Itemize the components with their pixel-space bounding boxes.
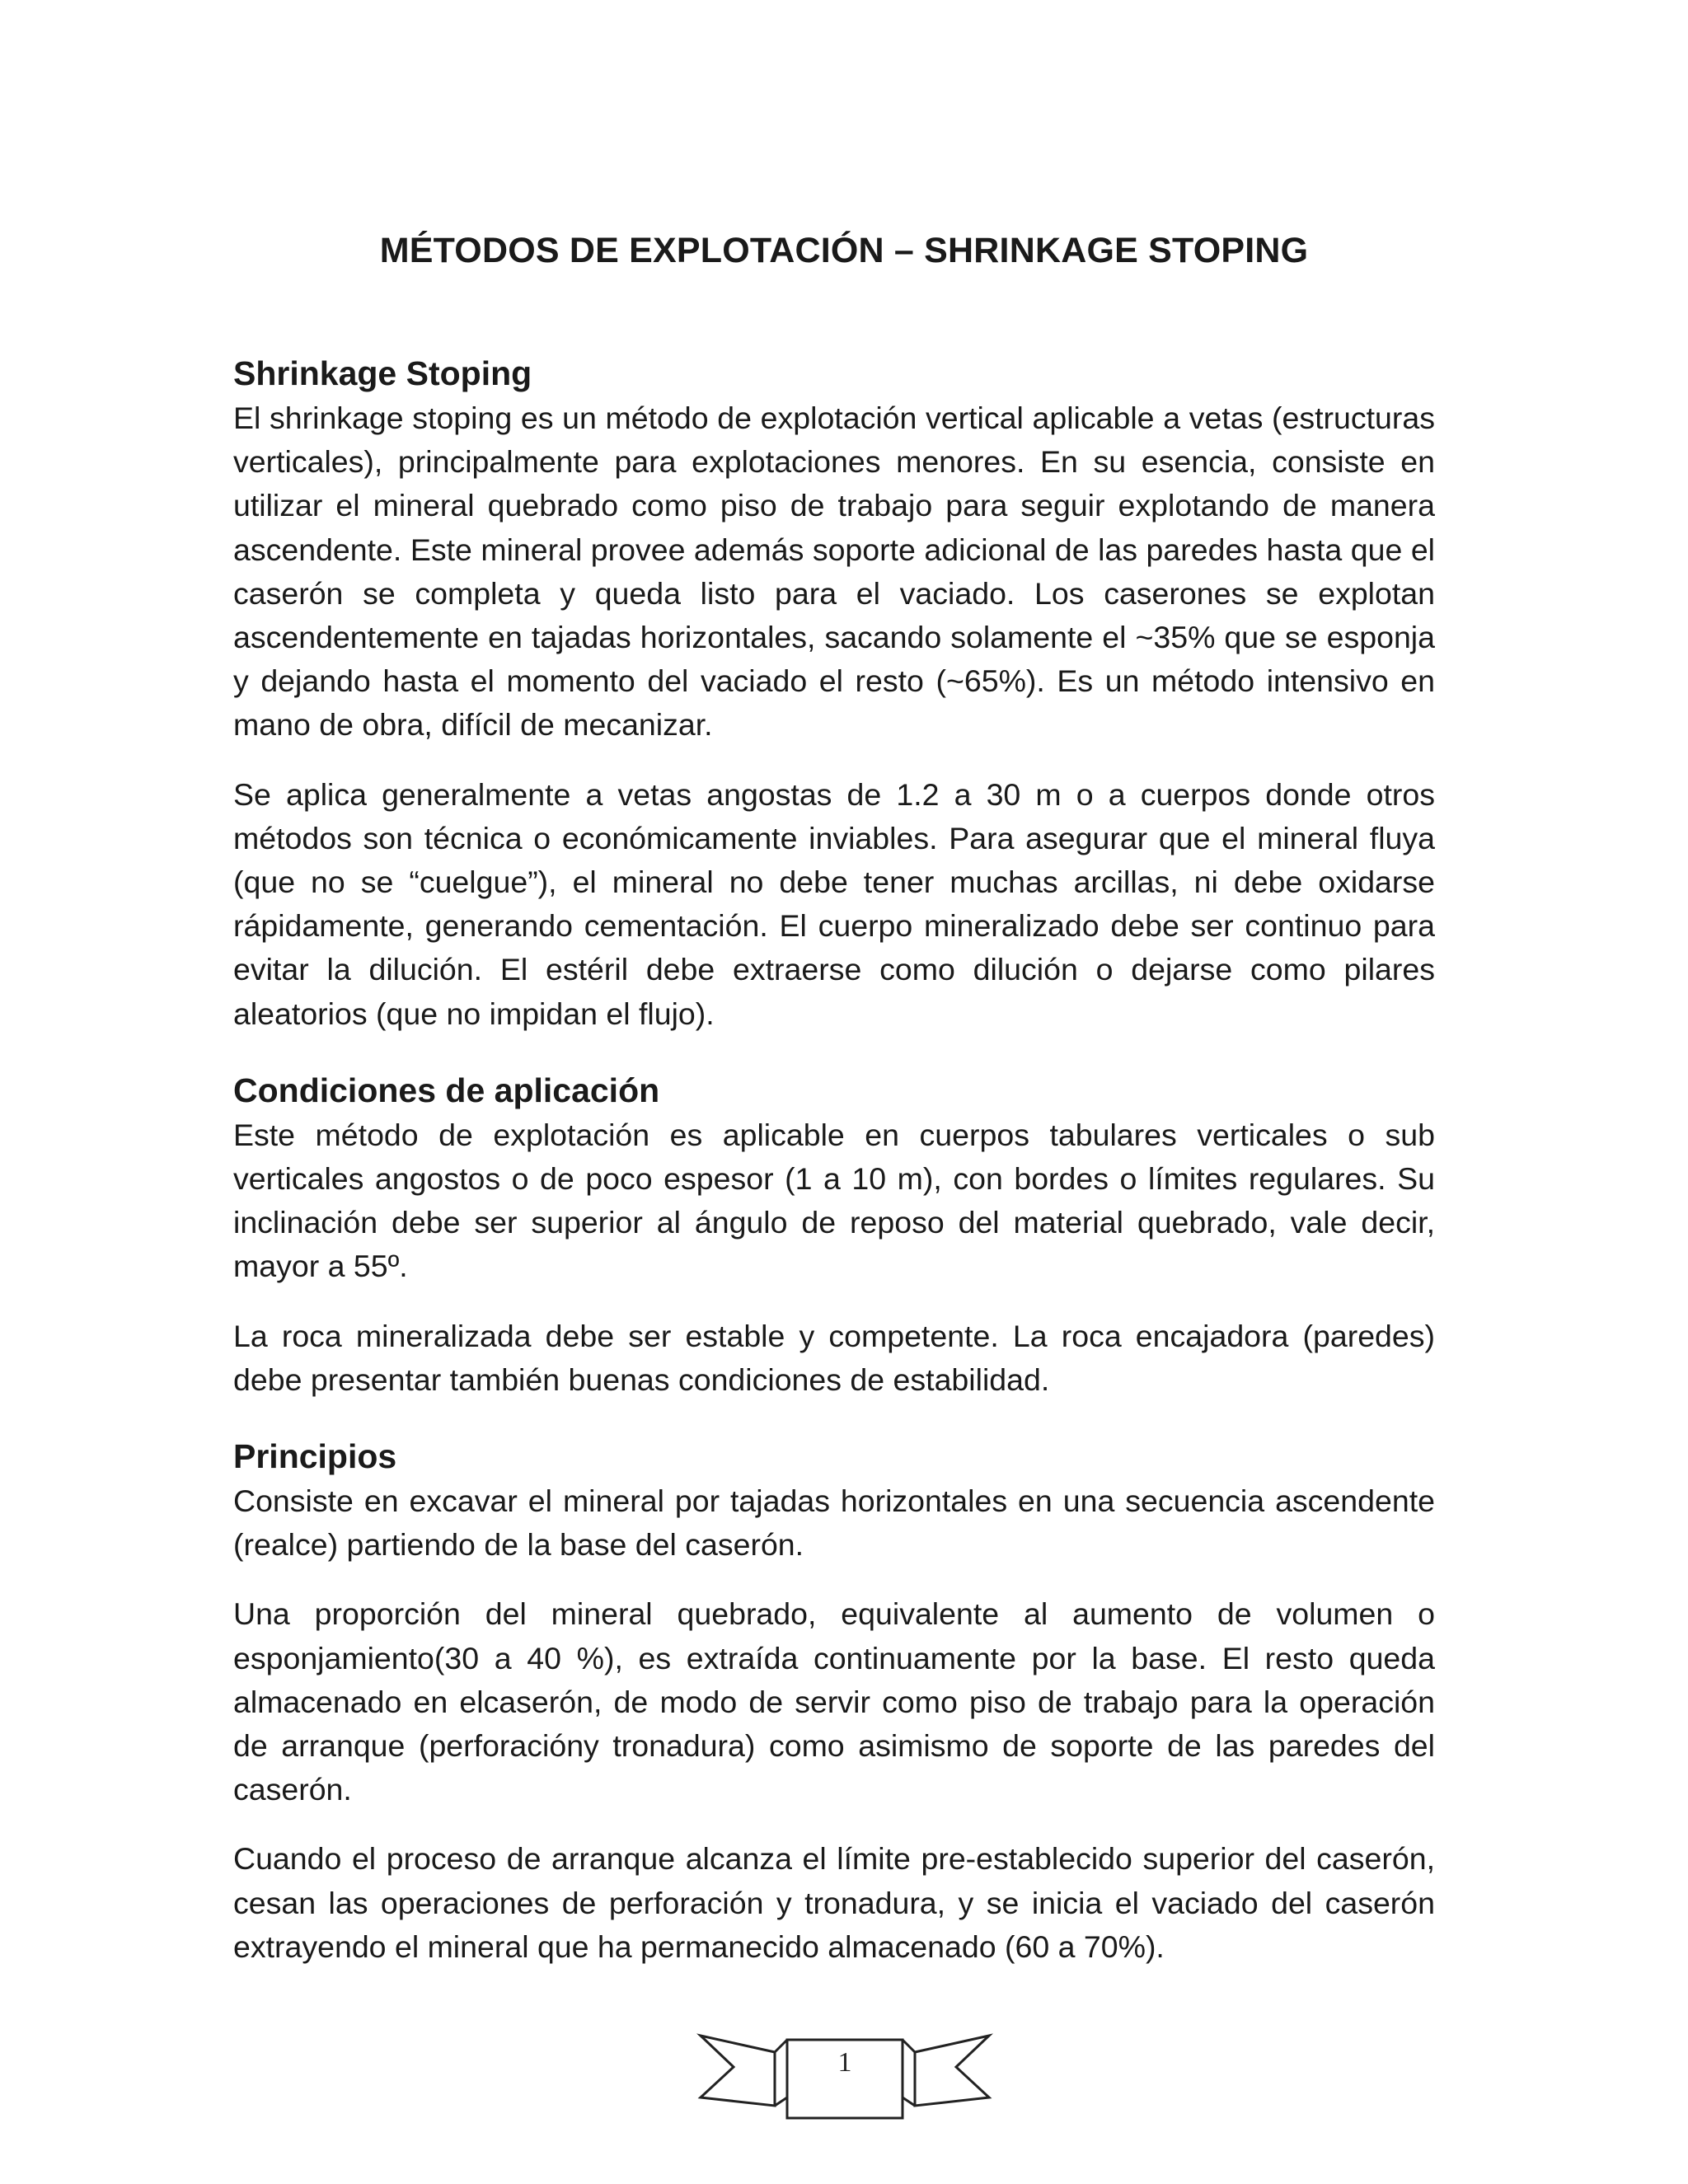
paragraph: Consiste en excavar el mineral por tajadas horizontales en una secuencia ascendente (realce) partiendo de la base del caserón. bbox=[233, 1483, 1435, 1563]
page-number-ribbon bbox=[696, 2019, 993, 2126]
paragraph: El shrinkage stoping es un método de explotación vertical aplicable a vetas (estructuras verticales), principalmente para explotaciones menores. En su esencia, consiste en utilizar el mineral quebrado como piso de trabajo para seguir explotando de manera ascendente. Este mineral provee además soporte adicional de las paredes hasta que el caserón se completa y queda listo para el vaciado. Los caserones se explotan ascendentemente en tajadas horizontales, sacando solamente el ~35% que se esponja y dejando hasta el momento del vaciado el resto (~65%). Es un método intensivo en mano de obra, difícil de mecanizar. bbox=[233, 401, 1435, 743]
paragraph: Este método de explotación es aplicable en cuerpos tabulares verticales o sub verticales angostos o de poco espesor (1 a 10 m), con bordes o límites regulares. Su inclinación debe ser superior al ángulo de reposo del material quebrado, vale decir, mayor a 55º. bbox=[233, 1117, 1435, 1284]
document-title: MÉTODOS DE EXPLOTACIÓN – SHRINKAGE STOPING bbox=[379, 231, 1309, 270]
paragraph: Cuando el proceso de arranque alcanza el límite pre-establecido superior del caserón, cesan las operaciones de perforación y tronadura, y se inicia el vaciado del caserón extrayendo el mineral que ha permanecido almacenado (60 a 70%). bbox=[233, 1841, 1435, 1964]
paragraph: Una proporción del mineral quebrado, equivalente al aumento de volumen o esponjamiento(30 a 40 %), es extraída continuamente por la base. El resto queda almacenado en elcaserón, de modo de servir como piso de trabajo para la operación de arranque (perforacióny tronadura) como asimismo de soporte de las paredes del caserón. bbox=[233, 1596, 1435, 1807]
section-principios bbox=[233, 1433, 1435, 1969]
page-number: 1 bbox=[837, 2047, 852, 2078]
section-heading: Condiciones de aplicación bbox=[233, 1071, 660, 1109]
paragraph: La roca mineralizada debe ser estable y competente. La roca encajadora (paredes) debe presentar también buenas condiciones de estabilidad. bbox=[233, 1318, 1435, 1397]
document-body bbox=[233, 350, 1435, 1969]
section-heading: Principios bbox=[233, 1437, 397, 1476]
paragraph: Se aplica generalmente a vetas angostas de 1.2 a 30 m o a cuerpos donde otros métodos son técnica o económicamente inviables. Para asegurar que el mineral fluya (que no se “cuelgue”), el mineral no debe tener muchas arcillas, ni debe oxidarse rápidamente, generando cementación. El cuerpo mineralizado debe ser continuo para evitar la dilución. El estéril debe extraerse como dilución o dejarse como pilares aleatorios (que no impidan el flujo). bbox=[233, 776, 1435, 1031]
section-condiciones-de-aplicacion bbox=[233, 1067, 1435, 1402]
section-shrinkage-stoping bbox=[233, 350, 1435, 1036]
section-heading: Shrinkage Stoping bbox=[233, 354, 532, 392]
